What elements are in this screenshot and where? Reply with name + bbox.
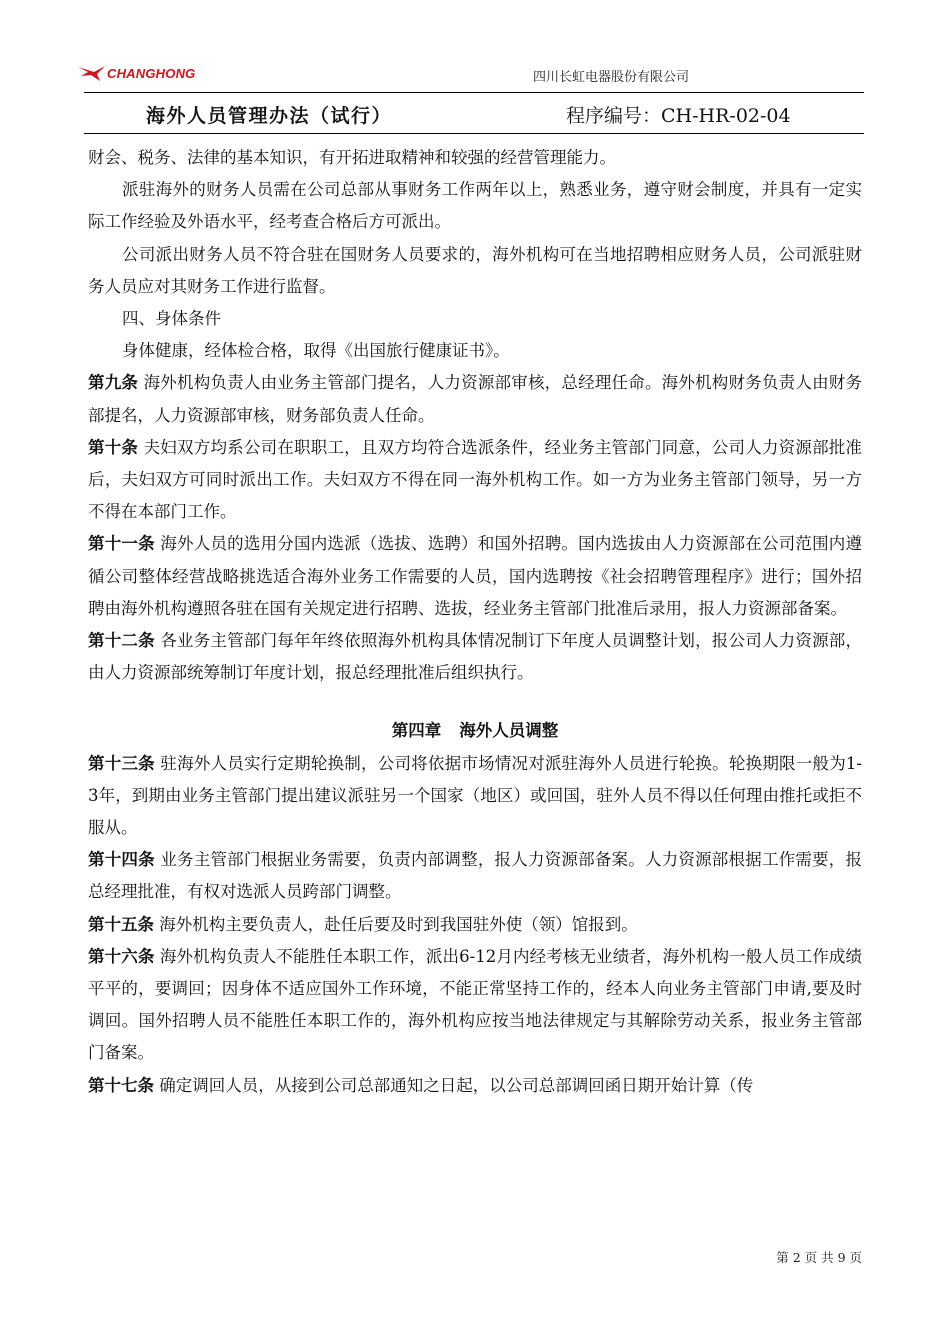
document-code: 程序编号：CH-HR-02-04: [566, 105, 791, 127]
article-11: [88, 528, 862, 625]
header-divider: [84, 92, 864, 93]
paragraph: 派驻海外的财务人员需在公司总部从事财务工作两年以上，熟悉业务，遵守财会制度，并具有一定实际工作经验及外语水平，经考查合格后方可派出。: [88, 180, 862, 232]
article-number: 第十条: [88, 437, 139, 457]
article-9: [88, 367, 862, 431]
chapter-number: 第四章: [391, 721, 442, 741]
article-number: 第十五条: [88, 914, 154, 934]
article-number: 第十六条: [88, 946, 155, 966]
logo-text: CHANGHONG: [107, 65, 196, 81]
article-text: 海外机构负责人不能胜任本职工作，派出6-12月内经考核无业绩者，海外机构一般人员工作成绩平平的，要调回；因身体不适应国外工作环境，不能正常坚持工作的，经本人向业务主管部门申请,要及时调回。国外招聘人员不能胜任本职工作的，海外机构应按当地法律规定与其解除劳动关系，报业务主管部门备案。: [88, 946, 862, 1063]
document-title: 海外人员管理办法（试行）: [146, 105, 393, 127]
article-text: 海外人员的选用分国内选派（选拔、选聘）和国外招聘。国内选拔由人力资源部在公司范围内遵循公司整体经营战略挑选适合海外业务工作需要的人员，国内选聘按《社会招聘管理程序》进行；国外招聘由海外机构遵照各驻在国有关规定进行招聘、选拔，经业务主管部门批准后录用，报人力资源部备案。: [88, 534, 863, 618]
article-17: [88, 1070, 862, 1102]
paragraph: 公司派出财务人员不符合驻在国财务人员要求的，海外机构可在当地招聘相应财务人员，公司派驻财务人员应对其财务工作进行监督。: [88, 244, 862, 296]
article-number: 第九条: [88, 373, 139, 393]
article-12: [88, 625, 862, 689]
company-name: 四川长虹电器股份有限公司: [533, 70, 690, 85]
chapter-title: 海外人员调整: [459, 721, 559, 741]
article-number: 第十三条: [88, 753, 155, 773]
article-text: 驻海外人员实行定期轮换制，公司将依据市场情况对派驻海外人员进行轮换。轮换期限一般为1-3年，到期由业务主管部门提出建议派驻另一个国家（地区）或回国，驻外人员不得以任何理由推托或拒不服从。: [88, 753, 862, 838]
header-bottom-divider: [84, 133, 864, 134]
article-15: [88, 909, 862, 941]
article-14: [88, 844, 862, 908]
article-text: 业务主管部门根据业务需要，负责内部调整，报人力资源部备案。人力资源部根据工作需要，报总经理批准，有权对选派人员跨部门调整。: [88, 850, 863, 902]
article-text: 各业务主管部门每年年终依照海外机构具体情况制订下年度人员调整计划，报公司人力资源部，由人力资源部统筹制订年度计划，报总经理批准后组织执行。: [88, 631, 863, 683]
paragraph: 身体健康，经体检合格，取得《出国旅行健康证书》。: [122, 341, 510, 361]
chapter-heading: [88, 715, 862, 747]
section-heading: 四、身体条件: [122, 309, 221, 329]
article-number: 第十七条: [88, 1075, 154, 1095]
article-text: 确定调回人员，从接到公司总部通知之日起，以公司总部调回函日期开始计算（传: [154, 1075, 754, 1095]
changhong-swallow-icon: [78, 64, 106, 82]
article-number: 第十一条: [88, 534, 155, 554]
paragraph: 财会、税务、法律的基本知识，有开拓进取精神和较强的经营管理能力。: [88, 148, 616, 167]
article-text: 夫妇双方均系公司在职职工，且双方均符合选派条件，经业务主管部门同意，公司人力资源部批准后，夫妇双方可同时派出工作。夫妇双方不得在同一海外机构工作。如一方为业务主管部门领导，另一方不得在本部门工作。: [88, 437, 862, 522]
article-text: 海外机构负责人由业务主管部门提名，人力资源部审核，总经理任命。海外机构财务负责人由财务部提名，人力资源部审核，财务部负责人任命。: [88, 373, 862, 425]
article-13: [88, 748, 862, 845]
article-number: 第十二条: [88, 631, 155, 651]
page-number: 第 2 页 共 9 页: [776, 1250, 862, 1265]
changhong-logo: [78, 60, 195, 86]
article-text: 海外机构主要负责人，赴任后要及时到我国驻外使（领）馆报到。: [154, 914, 638, 934]
article-number: 第十四条: [88, 850, 155, 870]
article-16: [88, 941, 862, 1070]
document-body: [88, 142, 862, 1102]
article-10: [88, 432, 862, 529]
